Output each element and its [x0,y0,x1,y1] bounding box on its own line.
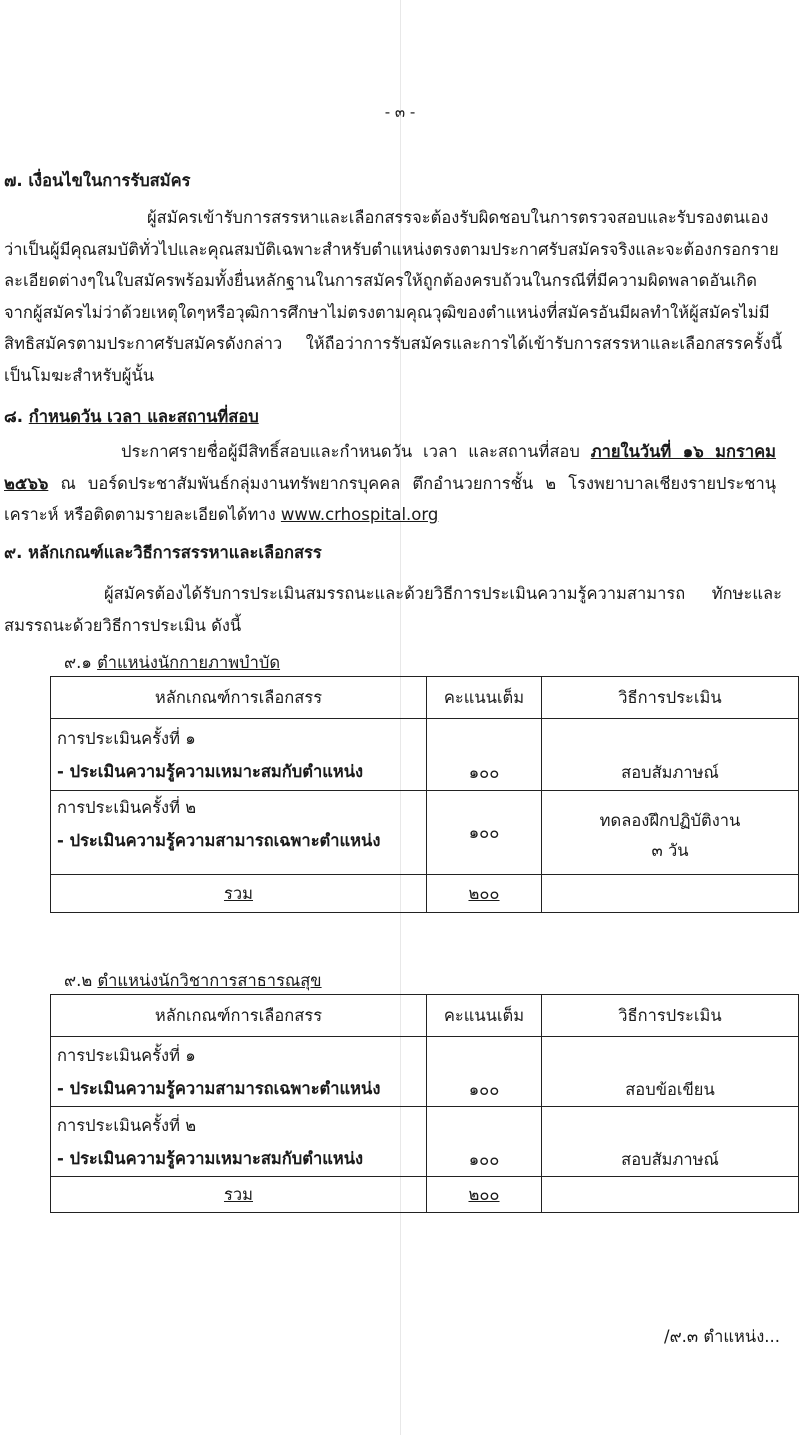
method-cell [542,791,799,875]
table-row [51,719,799,791]
header-score: คะแนนเต็ม [427,995,542,1037]
table-row [51,1107,799,1177]
table-2-number: ๙.๒ [64,971,98,990]
criterion-text: - ประเมินความรู้ความสามารถเฉพาะตำแหน่ง [57,1078,381,1098]
section-7-text: ผู้สมัครเข้ารับการสรรหาและเลือกสรรจะต้องรับผิดชอบในการตรวจสอบและรับรองตนเองว่าเป็นผู้มีคุณสมบัติทั่วไปและคุณสมบัติเฉพาะสำหรับตำแหน่งตรงตามประกาศรับสมัครจริงและจะต้องกรอกรายละเอียดต่างๆในใบสมัครพร้อมทั้งยื่นหลักฐานในการสมัครให้ถูกต้องครบถ้วนในกรณีที่มีความผิดพลาดอันเกิดจากผู้สมัครไม่ว่าด้วยเหตุใดๆหรือวุฒิการศึกษาไม่ตรงตามคุณวุฒิของตำแหน่งที่สมัครอันมีผลทำให้ผู้สมัครไม่มีสิทธิสมัครตามประกาศรับสมัครดังกล่าว ให้ถือว่าการรับสมัครและการได้เข้ารับการสรรหาและเลือกสรรครั้งนี้เป็นโมฆะสำหรับผู้นั้น [4,208,782,385]
method-cell: สอบสัมภาษณ์ [542,719,799,791]
score-cell: ๑๐๐ [427,719,542,791]
total-label-cell [51,875,427,913]
table-1-title [64,650,280,676]
section-8-date: ภายในวันที่ ๑๖ มกราคม ๒๕๖๖ [4,442,777,493]
criterion-text: - ประเมินความรู้ความเหมาะสมกับตำแหน่ง [57,761,364,781]
total-score-cell [427,1177,542,1213]
hospital-website-link[interactable]: www.crhospital.org [280,505,439,524]
round-label: การประเมินครั้งที่ ๑ [57,1045,196,1065]
header-criteria: หลักเกณฑ์การเลือกสรร [51,677,427,719]
total-empty-cell [542,1177,799,1213]
score-cell: ๑๐๐ [427,791,542,875]
table-2-position: ตำแหน่งนักวิชาการสาธารณสุข [97,971,322,990]
section-8-text-1: ประกาศรายชื่อผู้มีสิทธิ์สอบและกำหนดวัน เวลา และสถานที่สอบ [121,442,591,461]
table-header-row [51,677,799,719]
criteria-cell [51,1107,427,1177]
score-cell: ๑๐๐ [427,1037,542,1107]
section-8-heading [4,404,259,430]
section-9-heading: ๙. หลักเกณฑ์และวิธีการสรรหาและเลือกสรร [4,543,322,562]
method-text: ทดลองฝึกปฏิบัติงาน [599,810,741,830]
total-label: รวม [223,1184,253,1204]
table-2-title [64,968,322,994]
section-8-number: ๘. [4,407,29,426]
criterion-text: - ประเมินความรู้ความเหมาะสมกับตำแหน่ง [57,1148,364,1168]
section-7-body [4,202,782,391]
score-cell: ๑๐๐ [427,1107,542,1177]
criteria-cell [51,1037,427,1107]
method-duration: ๓ วัน [651,840,689,860]
round-label: การประเมินครั้งที่ ๑ [57,728,196,748]
criteria-table-2 [50,994,799,1213]
continuation-footer: /๙.๓ ตำแหน่ง... [664,1327,780,1346]
round-label: การประเมินครั้งที่ ๒ [57,798,197,817]
header-score: คะแนนเต็ม [427,677,542,719]
section-8-body [4,436,776,531]
total-score-cell [427,875,542,913]
table-total-row [51,1177,799,1213]
table-header-row [51,995,799,1037]
round-label: การประเมินครั้งที่ ๒ [57,1115,197,1135]
table-1-number: ๙.๑ [64,653,98,672]
criterion-text: - ประเมินความรู้ความสามารถเฉพาะตำแหน่ง [57,831,381,850]
section-8-text-2: ณ บอร์ดประชาสัมพันธ์กลุ่มงานทรัพยากรบุคคล ตึกอำนวยการชั้น ๒ โรงพยาบาลเชียงรายประชานุเคราะห์ หรือติดตามรายละเอียดได้ทาง [4,473,776,524]
section-7-heading: ๗. เงื่อนไขในการรับสมัคร [4,171,191,190]
method-cell: สอบสัมภาษณ์ [542,1107,799,1177]
table-row [51,1037,799,1107]
page-number: - ๓ - [384,103,416,121]
total-empty-cell [542,875,799,913]
section-8-title: กำหนดวัน เวลา และสถานที่สอบ [28,407,259,426]
header-method: วิธีการประเมิน [542,995,799,1037]
table-total-row [51,875,799,913]
table-1-position: ตำแหน่งนักกายภาพบำบัด [97,653,281,672]
total-label-cell [51,1177,427,1213]
header-criteria: หลักเกณฑ์การเลือกสรร [51,995,427,1037]
section-9-body [4,578,782,641]
criteria-cell [51,719,427,791]
header-method: วิธีการประเมิน [542,677,799,719]
section-9-text: ผู้สมัครต้องได้รับการประเมินสมรรถนะและด้วยวิธีการประเมินความรู้ความสามารถ ทักษะและสมรรถนะด้วยวิธีการประเมิน ดังนี้ [4,584,782,635]
method-cell: สอบข้อเขียน [542,1037,799,1107]
criteria-cell [51,791,427,875]
total-score: ๒๐๐ [468,883,500,903]
table-row [51,791,799,875]
criteria-table-1 [50,676,799,913]
total-score: ๒๐๐ [468,1184,500,1204]
total-label: รวม [223,883,253,903]
